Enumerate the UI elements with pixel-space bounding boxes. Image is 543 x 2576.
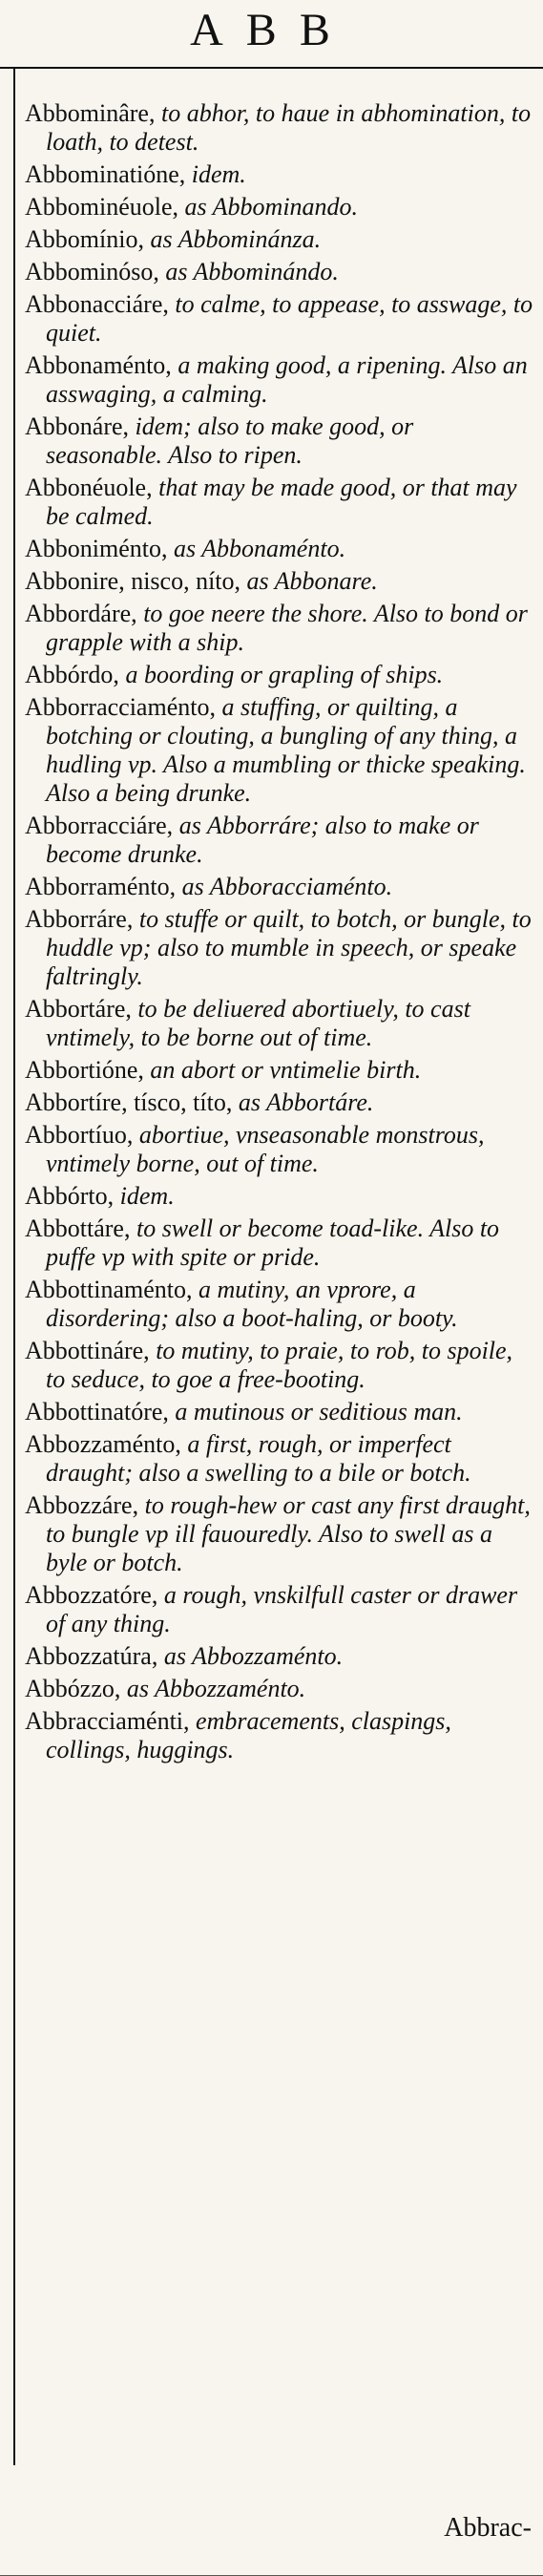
dictionary-entry (25, 258, 535, 286)
entry-headword: Abborracciaménto, (25, 693, 216, 721)
dictionary-entry (25, 1430, 535, 1488)
entry-headword: Abborráre, (25, 905, 134, 933)
dictionary-entry (25, 600, 535, 657)
entry-definition: a mutinous or seditious man. (168, 1398, 463, 1425)
entry-definition: that may be made good, or that may be calmed. (46, 474, 517, 530)
entry-definition: as Abborráre; also to make or become drunke. (46, 812, 479, 868)
entry-headword: Abbórdo, (25, 661, 119, 688)
entry-headword: Abbottinatóre, (25, 1398, 169, 1425)
entry-definition: as Abbonare. (240, 567, 378, 595)
entry-definition: as Abbozzaménto. (157, 1642, 344, 1670)
entry-definition: to stuffe or quilt, to botch, or bungle, to huddle vp; also to mumble in speech, or speake faltringly. (46, 905, 532, 990)
entry-definition: to goe neere the shore. Also to bond or grapple with a ship. (46, 600, 528, 656)
dictionary-entry (25, 535, 535, 563)
entry-definition: to be deliuered abortiuely, to cast vntimely, to be borne out of time. (46, 995, 470, 1051)
dictionary-entry (25, 193, 535, 222)
dictionary-entry (25, 160, 535, 189)
entry-definition: idem. (185, 160, 246, 188)
entry-headword: Abborracciáre, (25, 812, 174, 839)
entry-headword: Abbonacciáre, (25, 290, 169, 318)
entry-definition: as Abboracciaménto. (176, 873, 393, 900)
header-rule (0, 67, 543, 69)
entry-list (25, 99, 535, 1768)
entry-headword: Abbozzatóre, (25, 1581, 158, 1609)
dictionary-entry (25, 661, 535, 689)
dictionary-entry (25, 1398, 535, 1426)
entry-headword: Abboniménto, (25, 535, 168, 562)
entry-headword: Abbortíre, tísco, títo, (25, 1088, 233, 1116)
entry-definition: abortiue, vnseasonable monstrous, vntimely borne, out of time. (46, 1121, 485, 1177)
dictionary-entry (25, 1581, 535, 1638)
entry-headword: Abbozzaménto, (25, 1430, 181, 1458)
running-header: ABB (190, 5, 353, 55)
dictionary-entry (25, 1182, 535, 1211)
entry-headword: Abbonáre, (25, 412, 130, 440)
entry-headword: Abbottináre, (25, 1337, 150, 1364)
entry-headword: Abbórto, (25, 1182, 115, 1210)
dictionary-entry (25, 995, 535, 1052)
entry-headword: Abbominóso, (25, 258, 159, 285)
dictionary-entry (25, 290, 535, 348)
dictionary-entry (25, 1675, 535, 1703)
entry-headword: Abbozzáre, (25, 1491, 139, 1519)
dictionary-entry (25, 1056, 535, 1085)
entry-definition: a boording or grapling of ships. (118, 661, 444, 688)
entry-headword: Abbortáre, (25, 995, 132, 1023)
dictionary-entry (25, 412, 535, 470)
dictionary-entry (25, 1337, 535, 1394)
catchword: Abbrac- (444, 2513, 532, 2543)
dictionary-entry (25, 873, 535, 901)
entry-definition: a rough, vnskilfull caster or drawer of any thing. (46, 1581, 518, 1637)
entry-definition: to swell or become toad-like. Also to puffe vp with spite or pride. (46, 1214, 500, 1271)
dictionary-entry (25, 351, 535, 409)
entry-headword: Abbominéuole, (25, 193, 179, 221)
dictionary-entry (25, 1707, 535, 1764)
dictionary-entry (25, 99, 535, 157)
entry-headword: Abborraménto, (25, 873, 177, 900)
entry-definition: an abort or vntimelie birth. (143, 1056, 422, 1084)
entry-headword: Abbortióne, (25, 1056, 144, 1084)
entry-definition: as Abbominánza. (143, 225, 322, 253)
dictionary-entry (25, 1642, 535, 1671)
dictionary-entry (25, 812, 535, 869)
entry-definition: to abhor, to haue in abhomination, to loath, to detest. (46, 99, 532, 156)
entry-definition: to rough-hew or cast any first draught, to bungle vp ill fauouredly. Also to swell as a byle or botch. (46, 1491, 531, 1576)
entry-definition: a making good, a ripening. Also an asswaging, a calming. (46, 351, 528, 408)
entry-headword: Abbottáre, (25, 1214, 131, 1242)
dictionary-entry (25, 1214, 535, 1272)
entry-definition: idem; also to make good, or seasonable. Also to ripen. (46, 412, 414, 469)
entry-headword: Abbozzatúra, (25, 1642, 158, 1670)
entry-definition: a mutiny, an vprore, a disordering; also a boot-haling, or booty. (46, 1276, 458, 1332)
column-rule (13, 69, 15, 2465)
entry-definition: idem. (114, 1182, 175, 1210)
entry-definition: a first, rough, or imperfect draught; also a swelling to a bile or botch. (46, 1430, 471, 1487)
entry-headword: Abbomínio, (25, 225, 144, 253)
entry-definition: embracements, claspings, collings, huggings. (46, 1707, 451, 1763)
entry-definition: a stuffing, or quilting, a botching or clouting, a bungling of any thing, a hudling vp. Also a mumbling or thicke speaking. Also a being drunke. (46, 693, 526, 807)
entry-headword: Abbracciaménti, (25, 1707, 190, 1735)
entry-definition: to calme, to appease, to asswage, to quiet. (46, 290, 533, 347)
dictionary-entry (25, 567, 535, 596)
entry-headword: Abbordáre, (25, 600, 137, 627)
entry-headword: Abbonéuole, (25, 474, 153, 501)
entry-definition: as Abbortáre. (232, 1088, 374, 1116)
dictionary-entry (25, 693, 535, 808)
dictionary-entry (25, 1121, 535, 1178)
entry-definition: to mutiny, to praie, to rob, to spoile, to seduce, to goe a free-booting. (46, 1337, 513, 1393)
entry-headword: Abbózzo, (25, 1675, 121, 1702)
entry-definition: as Abbozzaménto. (120, 1675, 306, 1702)
entry-headword: Abbonire, nisco, níto, (25, 567, 241, 595)
entry-headword: Abbortíuo, (25, 1121, 134, 1149)
entry-definition: as Abbominándo. (158, 258, 339, 285)
dictionary-entry (25, 225, 535, 254)
dictionary-entry (25, 1088, 535, 1117)
entry-definition: as Abbominando. (178, 193, 359, 221)
entry-headword: Abbottinaménto, (25, 1276, 193, 1303)
dictionary-entry (25, 1491, 535, 1577)
entry-headword: Abbonaménto, (25, 351, 172, 379)
dictionary-entry (25, 474, 535, 531)
entry-definition: as Abbonaménto. (167, 535, 346, 562)
dictionary-entry (25, 1276, 535, 1333)
dictionary-entry (25, 905, 535, 991)
entry-headword: Abbominâre, (25, 99, 156, 127)
entry-headword: Abbominatióne, (25, 160, 186, 188)
